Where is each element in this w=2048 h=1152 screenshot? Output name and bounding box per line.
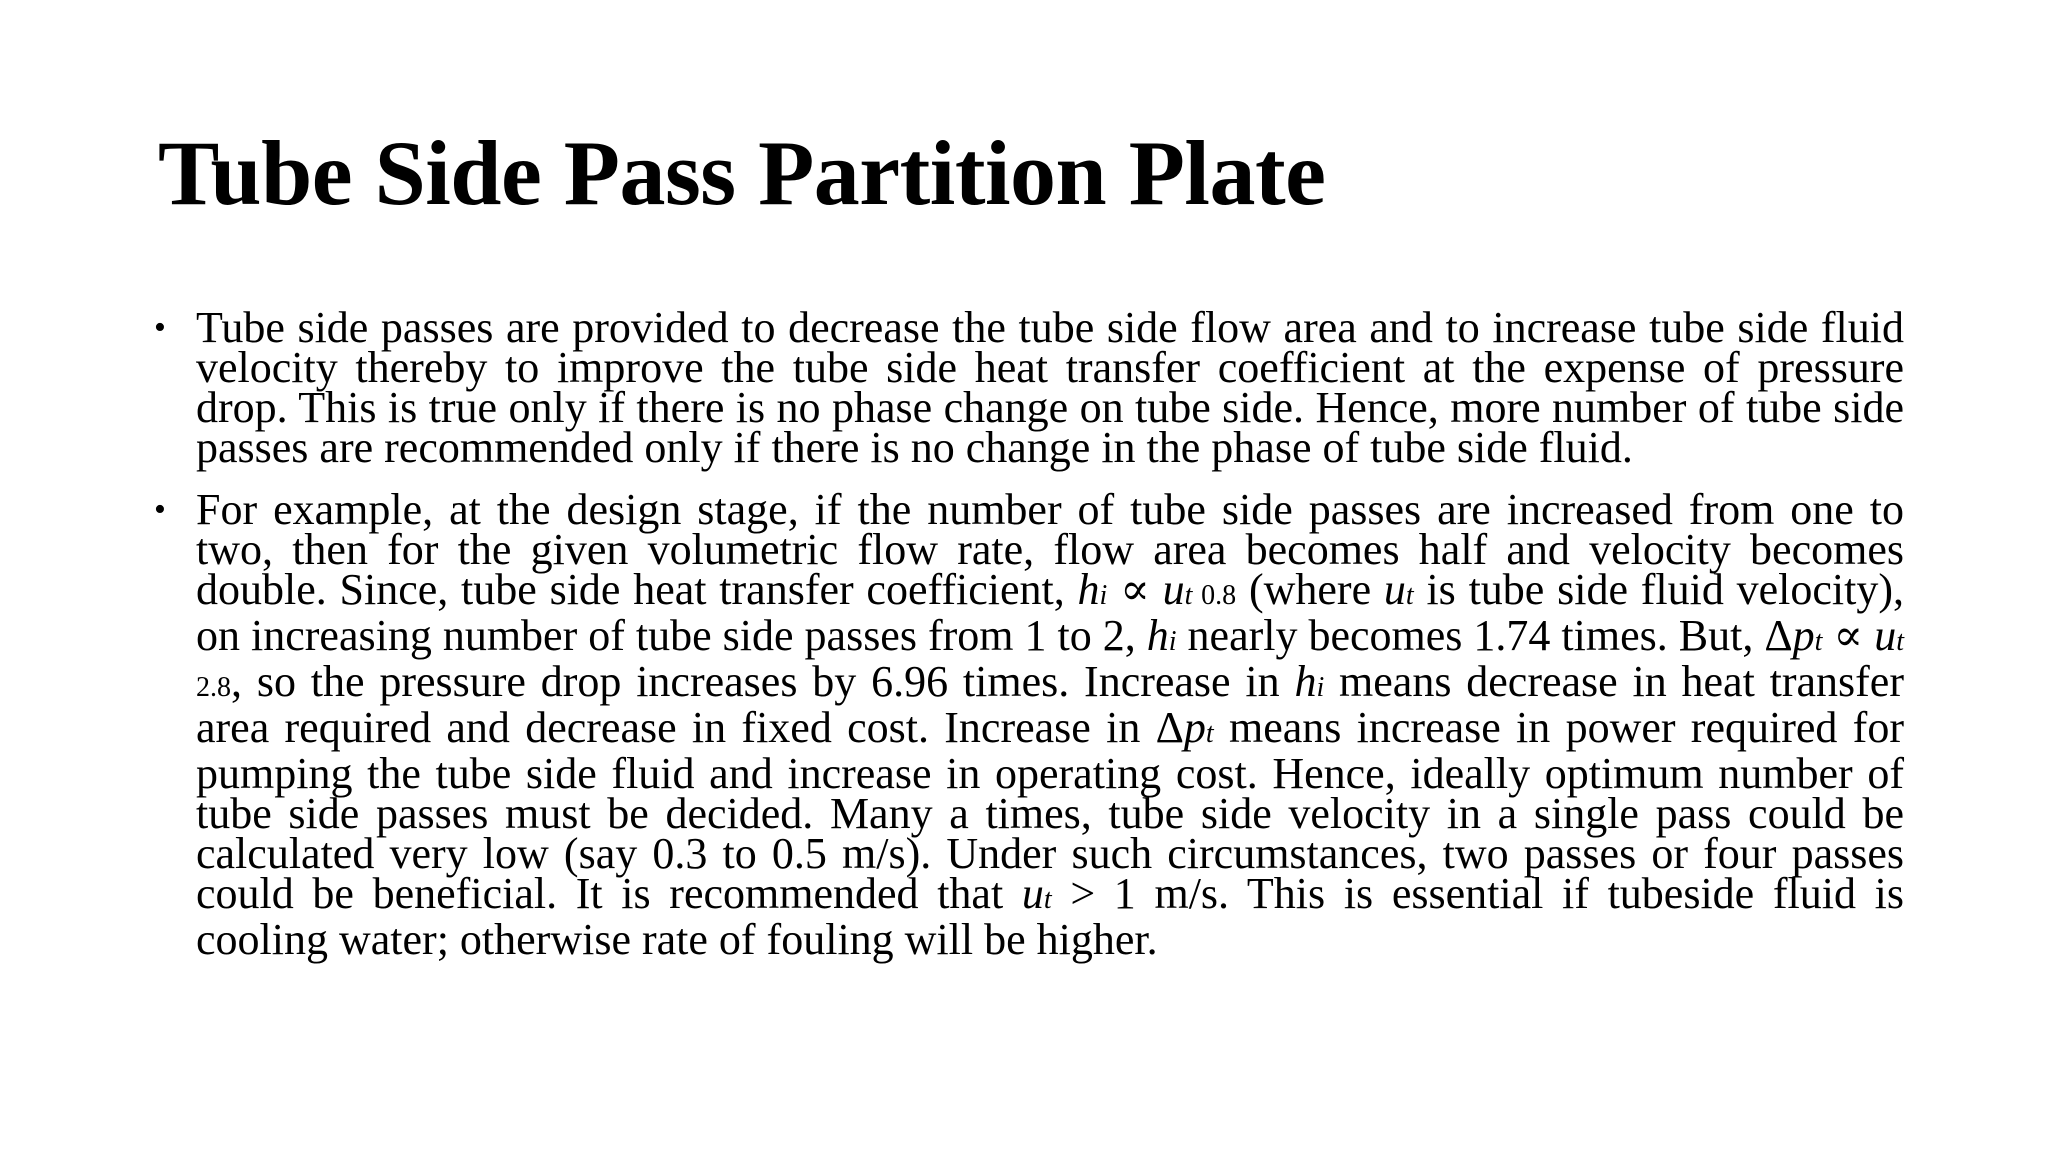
subscript-t: t bbox=[1814, 626, 1823, 657]
symbol-u: u bbox=[1383, 565, 1406, 614]
bullet-dot: • bbox=[154, 491, 166, 528]
symbol-p: p bbox=[1792, 611, 1815, 660]
subscript-i: i bbox=[1099, 580, 1108, 611]
subscript-i: i bbox=[1168, 626, 1177, 657]
symbol-u: u bbox=[1874, 611, 1897, 660]
subscript-t: t bbox=[1184, 580, 1193, 611]
subscript-t: t bbox=[1405, 580, 1414, 611]
bullet-text-part: (where bbox=[1236, 565, 1384, 614]
subscript-t: t bbox=[1043, 884, 1052, 915]
symbol-p: p bbox=[1183, 703, 1206, 752]
bullet-item-1 bbox=[154, 303, 1904, 472]
bullet-text: Tube side passes are provided to decrease the tube side flow area and to increase tube side fluid velocity thereby to improve the tube side heat transfer coefficient at the expense of pressure drop. This is true only if there is no phase change on tube side. Hence, more number of tube side passes are recommended only if there is no change in the phase of tube side fluid. bbox=[196, 303, 1904, 472]
subscript-i: i bbox=[1316, 672, 1325, 703]
bullet-item-2 bbox=[154, 485, 1905, 964]
proportional-symbol: ∝ bbox=[1822, 611, 1875, 660]
symbol-h: h bbox=[1146, 611, 1169, 660]
symbol-h: h bbox=[1294, 657, 1317, 706]
bullet-text-part: > 1 m/s. This is essential if tubeside fluid is cooling water; otherwise rate of fouling will be higher. bbox=[196, 869, 1904, 964]
bullet-text-part: means increase in power required for pumping the tube side fluid and increase in operating cost. Hence, ideally optimum number of tube side passes must be decided. Many a times, tube side velocity in a single pass could be calculated very low (say 0.3 to 0.5 m/s). Under such circumstances, two passes or four passes could be beneficial. It is recommended that bbox=[196, 703, 1904, 918]
symbol-h: h bbox=[1077, 565, 1100, 614]
proportional-symbol: ∝ bbox=[1107, 565, 1163, 614]
bullet-text-part: means decrease in heat transfer area required and decrease in fixed cost. Increase in Δ bbox=[196, 657, 1904, 752]
subscript-t: t bbox=[1896, 626, 1904, 657]
bullet-text-part: is tube side fluid velocity), on increasing number of tube side passes from 1 to 2, bbox=[196, 565, 1905, 660]
bullet-text-part: nearly becomes 1.74 times. But, Δ bbox=[1176, 611, 1793, 660]
bullet-list bbox=[154, 303, 1905, 982]
exponent-0-8: 0.8 bbox=[1192, 580, 1237, 611]
exponent-2-8: 2.8 bbox=[196, 672, 231, 703]
bullet-text-part: , so the pressure drop increases by 6.96 times. Increase in bbox=[231, 657, 1295, 706]
symbol-u: u bbox=[1021, 869, 1044, 918]
bullet-dot: • bbox=[154, 309, 166, 346]
bullet-text-part: For example, at the design stage, if the number of tube side passes are increased from one to two, then for the given volumetric flow rate, flow area becomes half and velocity becomes double. Since, tube side heat transfer coefficient, bbox=[196, 485, 1904, 614]
symbol-u: u bbox=[1162, 565, 1185, 614]
subscript-t: t bbox=[1205, 718, 1214, 749]
slide-title: Tube Side Pass Partition Plate bbox=[158, 122, 1326, 224]
